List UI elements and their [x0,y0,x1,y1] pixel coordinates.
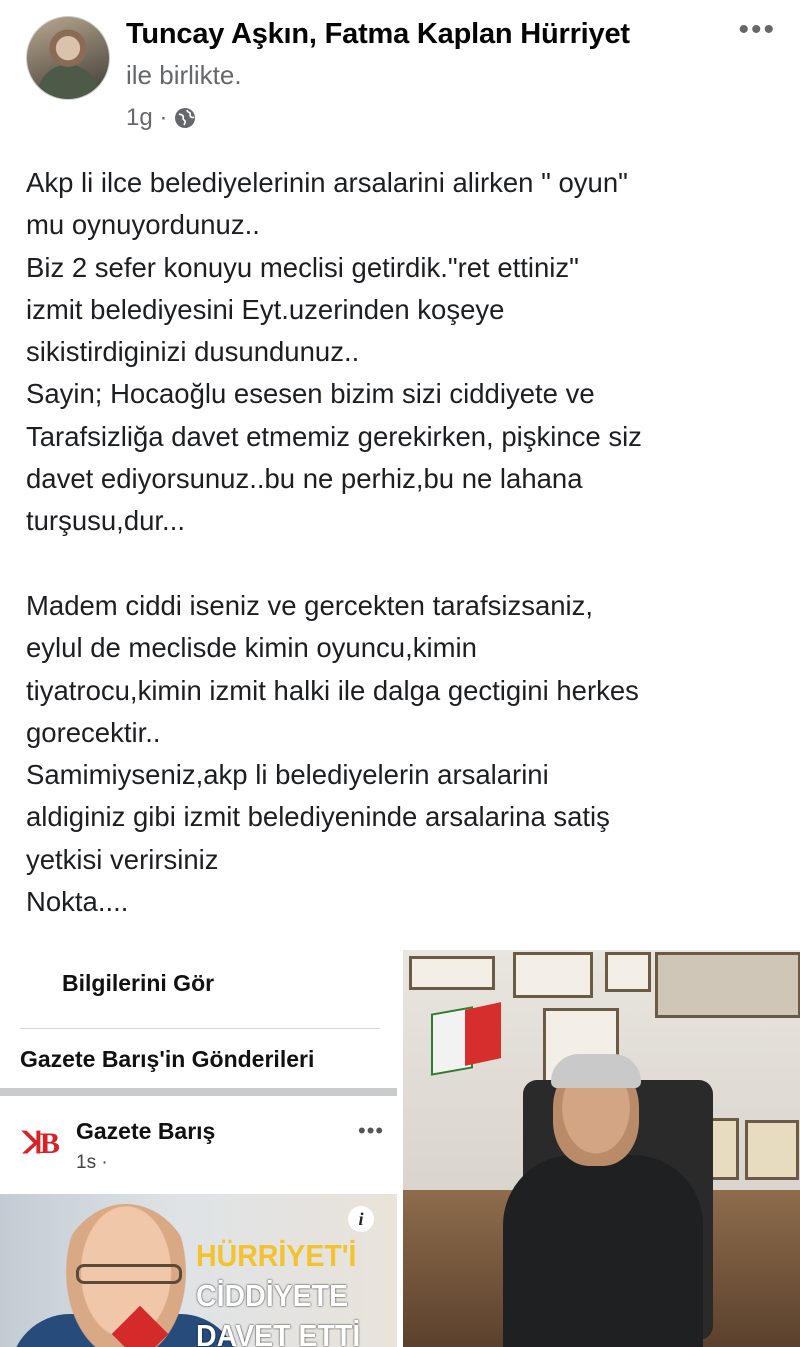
info-icon: i [348,1206,374,1232]
gazete-baris-logo: ꓘB [23,1126,57,1160]
with-text: ile birlikte. [126,60,242,90]
turkish-flag [465,1002,501,1066]
embedded-screenshot [0,942,397,1347]
author-avatar[interactable] [26,16,110,100]
post-time[interactable]: 1g · [126,104,168,131]
glasses [76,1264,182,1284]
office-photo [403,950,800,1347]
post-header [0,0,800,140]
headline-line1: HÜRRİYET'İ [196,1238,357,1273]
wall-frame [513,952,593,998]
page-time: 1s · [76,1152,108,1173]
headline-line3: DAVET ETTİ [196,1318,361,1347]
info-link: Bilgilerini Gör [62,970,215,996]
globe-icon [173,106,197,130]
headline-line2: CİDDİYETE [196,1278,349,1313]
author-names[interactable]: Tuncay Aşkın, Fatma Kaplan Hürriyet [126,18,630,50]
posts-link: Gazete Barış'in Gönderileri [20,1046,315,1072]
post-media[interactable] [0,942,800,1347]
divider [20,1028,380,1029]
more-options-icon[interactable]: ••• [738,13,776,46]
person-body [503,1155,703,1347]
embedded-more-icon: ••• [358,1118,385,1143]
certificate-frame [745,1120,799,1180]
wall-frame [605,952,651,992]
post-meta [126,104,197,132]
wall-photo [655,952,800,1018]
news-headline [196,1236,360,1347]
person-hair [551,1054,641,1088]
post-text: Akp li ilce belediyelerinin arsalarini alirken " oyun" mu oynuyordunuz.. Biz 2 sefer konuyu meclisi getirdik."ret ettiniz" izmit belediyesini Eyt.uzerinden koşeye sikistirdiginizi dusundunuz.. Sayin; Hocaoğlu esesen bizim sizi ciddiyete ve Tarafsizliğa davet etmemiz gerekirken, pişkince siz davet ediyorsunuz..bu ne perhiz,bu ne lahana turşusu,dur... Madem ciddi iseniz ve gercekten tarafsizsaniz, eylul de meclisde kimin oyuncu,kimin tiyatrocu,kimin izmit halki ile dalga gectigini herkes gorecektir.. Samimiyseniz,akp li belediyelerin arsalarini aldiginiz gibi izmit belediyeninde arsalarina satiş yetkisi verirsiniz Nokta.... [26,167,642,918]
section-divider [0,1088,397,1096]
page-name: Gazete Barış [76,1118,216,1144]
wall-frame [409,956,495,990]
